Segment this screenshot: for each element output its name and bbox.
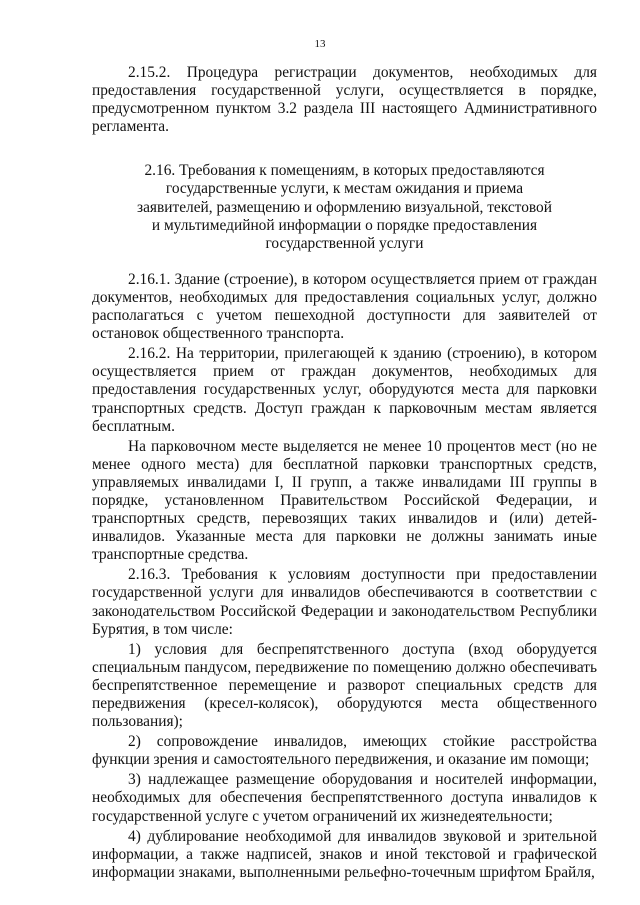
section-heading-2-16 — [92, 162, 597, 252]
heading-line: заявителей, размещению и оформлению визуальной, текстовой — [136, 198, 552, 216]
document-body — [92, 64, 597, 882]
paragraph-2-16-2: 2.16.2. На территории, прилегающей к зданию (строению), в котором осуществляется прием от граждан документов, необходимых для предоставления государственных услуг, оборудуются места для парковки транспортных средств. Доступ граждан к парковочным местам является бесплатным. — [92, 345, 597, 435]
heading-line: и мультимедийной информации о порядке предоставления — [151, 216, 538, 234]
page-number: 13 — [314, 38, 326, 50]
list-item-3: 3) надлежащее размещение оборудования и носителей информации, необходимых для обеспечения беспрепятственного доступа инвалидов к государственной услуге с учетом ограничений их жизнедеятельности; — [92, 771, 597, 825]
list-item-4: 4) дублирование необходимой для инвалидов звуковой и зрительной информации, а также надписей, знаков и иной текстовой и графической информации знаками, выполненными рельефно-точечным шрифтом Брайля, — [92, 827, 597, 881]
heading-line: государственной услуги — [265, 234, 424, 252]
paragraph-2-15-2: 2.15.2. Процедура регистрации документов, необходимых для предоставления государственной услуги, осуществляется в порядке, предусмотренном пунктом 3.2 раздела III настоящего Административного регламента. — [92, 64, 597, 136]
heading-line: государственные услуги, к местам ожидания и приема — [165, 180, 524, 198]
paragraph-2-16-3: 2.16.3. Требования к условиям доступности при предоставлении государственной услуги для инвалидов обеспечиваются в соответствии с законодательством Российской Федерации и законодательством Республики Бурятия, в том числе: — [92, 566, 597, 638]
heading-line: 2.16. Требования к помещениям, в которых предоставляются — [144, 162, 545, 180]
paragraph-parking-quota: На парковочном месте выделяется не менее 10 процентов мест (но не менее одного места) для бесплатной парковки транспортных средств, управляемых инвалидами I, II групп, а также инвалидами III группы в порядке, установленном Правительством Российской Федерации, и транспортных средств, перевозящих таких инвалидов и (или) детей-инвалидов. Указанные места для парковки не должны занимать иные транспортные средства. — [92, 437, 597, 564]
list-item-2: 2) сопровождение инвалидов, имеющих стойкие расстройства функции зрения и самостоятельного передвижения, и оказание им помощи; — [92, 733, 597, 769]
paragraph-2-16-1: 2.16.1. Здание (строение), в котором осуществляется прием от граждан документов, необходимых для предоставления социальных услуг, должно располагаться с учетом пешеходной доступности для заявителей от остановок общественного транспорта. — [92, 270, 597, 343]
list-item-1: 1) условия для беспрепятственного доступа (вход оборудуется специальным пандусом, передвижение по помещению должно обеспечивать беспрепятственное перемещение и разворот специальных средств для передвижения (кресел-колясок), оборудуются места общественного пользования); — [92, 640, 597, 731]
